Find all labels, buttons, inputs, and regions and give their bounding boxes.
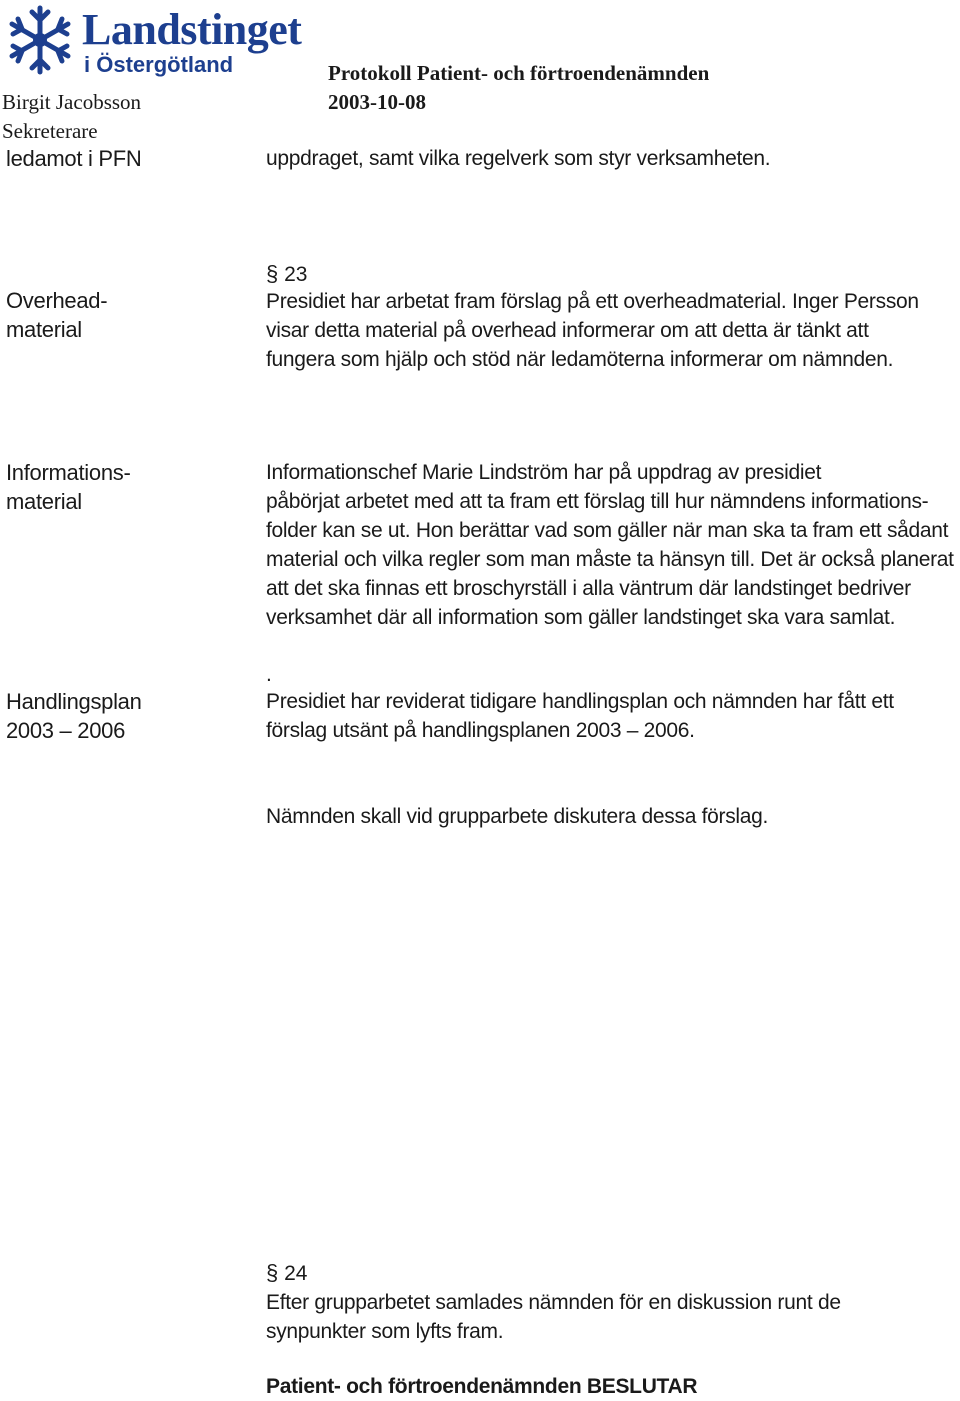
paragraph-line: visar detta material på overhead informerar om att detta är tänkt att bbox=[266, 319, 869, 342]
paragraph-line: material och vilka regler som man måste ta hänsyn till. Det är också planerat bbox=[266, 548, 954, 571]
paragraph-line: påbörjat arbetet med att ta fram ett förslag till hur nämndens informations- bbox=[266, 490, 929, 513]
margin-label-line: material bbox=[6, 489, 82, 514]
section-number: 24 bbox=[284, 1262, 308, 1285]
margin-label-handlingsplan bbox=[6, 687, 142, 745]
section-number-23 bbox=[266, 259, 307, 289]
paragraph-line: förslag utsänt på handlingsplanen 2003 – 2006. bbox=[266, 719, 695, 742]
paragraph-informationsmaterial bbox=[266, 458, 956, 632]
section-sign-icon: § bbox=[266, 261, 279, 286]
margin-label-line: Handlingsplan bbox=[6, 689, 142, 714]
paragraph-line: synpunkter som lyfts fram. bbox=[266, 1320, 504, 1343]
document-title: Protokoll Patient- och förtroendenämnden bbox=[328, 61, 710, 85]
snowflake-emblem-icon bbox=[2, 2, 78, 78]
paragraph-line: Efter grupparbetet samlades nämnden för en diskussion runt de bbox=[266, 1291, 841, 1314]
margin-label-overhead bbox=[6, 286, 107, 344]
paragraph-line: Presidiet har reviderat tidigare handlingsplan och nämnden har fått ett bbox=[266, 690, 894, 713]
margin-label-informationsmaterial bbox=[6, 458, 130, 516]
section-number-24 bbox=[266, 1258, 307, 1288]
section-sign-icon: § bbox=[266, 1260, 279, 1285]
margin-label-line: Overhead- bbox=[6, 288, 108, 313]
logo-subtitle: i Östergötland bbox=[84, 52, 234, 77]
author-name: Birgit Jacobsson bbox=[2, 90, 142, 114]
paragraph-section-24 bbox=[266, 1288, 956, 1346]
decision-heading: Patient- och förtroendenämnden BESLUTAR bbox=[266, 1375, 698, 1398]
paragraph-handlingsplan bbox=[266, 687, 956, 745]
logo-name: Landstinget bbox=[82, 5, 302, 54]
author-role: Sekreterare bbox=[2, 119, 98, 143]
section-number: 23 bbox=[284, 263, 308, 286]
paragraph-line: fungera som hjälp och stöd när ledamöterna informerar om nämnden. bbox=[266, 348, 894, 371]
stray-dot: . bbox=[266, 663, 272, 686]
paragraph-line: verksamhet där all information som gäller landstinget ska vara samlat. bbox=[266, 606, 896, 629]
margin-label-line: material bbox=[6, 317, 82, 342]
paragraph-continuation: uppdraget, samt vilka regelverk som styr verksamheten. bbox=[266, 147, 771, 170]
margin-label-line: Informations- bbox=[6, 460, 131, 485]
paragraph-line: folder kan se ut. Hon berättar vad som gäller när man ska ta fram ett sådant bbox=[266, 519, 949, 542]
paragraph-line: Presidiet har arbetat fram förslag på ett overheadmaterial. Inger Persson bbox=[266, 290, 919, 313]
paragraph-grupparbete: Nämnden skall vid grupparbete diskutera dessa förslag. bbox=[266, 805, 769, 828]
paragraph-overhead bbox=[266, 287, 956, 374]
margin-label-ledamot: ledamot i PFN bbox=[6, 146, 142, 171]
landstinget-logo bbox=[2, 2, 332, 84]
margin-label-line: 2003 – 2006 bbox=[6, 718, 126, 743]
paragraph-line: Informationschef Marie Lindström har på uppdrag av presidiet bbox=[266, 461, 822, 484]
document-date: 2003-10-08 bbox=[328, 90, 426, 114]
paragraph-line: att det ska finnas ett broschyrställ i alla väntrum där landstinget bedriver bbox=[266, 577, 911, 600]
